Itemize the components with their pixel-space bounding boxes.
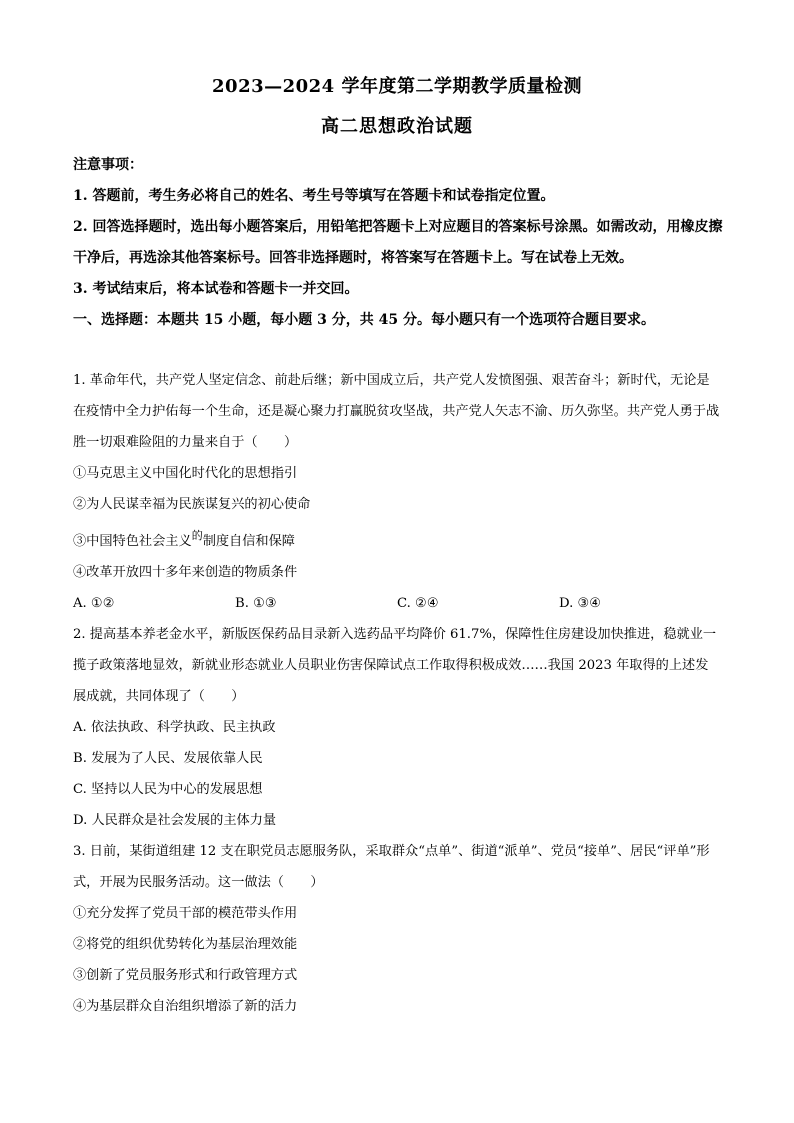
q1-option-4: ④改革开放四十多年来创造的物质条件 — [73, 565, 298, 580]
q1-option-3-text-a: ③中国特色社会主义 — [73, 534, 192, 549]
q1-option-3 — [73, 520, 721, 557]
q3-option-4: ④为基层群众自治组织增添了新的活力 — [73, 999, 298, 1014]
q2-choice-d: D. 人民群众是社会发展的主体力量 — [73, 813, 277, 828]
q1-option-3-text-b: 制度自信和保障 — [202, 534, 295, 549]
q3-option-1: ①充分发挥了党员干部的模范带头作用 — [73, 906, 298, 921]
q1-option-3-superscript: 的 — [191, 529, 203, 542]
q2-stem: 2. 提高基本养老金水平，新版医保药品目录新入选药品平均降价 61.7%，保障性住房建设加快推进，稳就业一揽子政策落地显效，新就业形态就业人员职业伤害保障试点工作取得积极成效……我国 2023 年取得的上述发展成就，共同体现了（ ） — [73, 627, 717, 704]
exam-title: 2023—2024 学年度第二学期教学质量检测 — [212, 76, 582, 97]
q1-choice-d: D. ③④ — [559, 596, 602, 611]
q3-option-3: ③创新了党员服务形式和行政管理方式 — [73, 968, 298, 983]
q3-stem: 3. 日前，某街道组建 12 支在职党员志愿服务队，采取群众“点单”、街道“派单”、党员“接单”、居民“评单”形式，开展为民服务活动。这一做法（ ） — [73, 844, 710, 890]
questions-block — [73, 365, 721, 1022]
notes-item-2: 2. 回答选择题时，选出每小题答案后，用铅笔把答题卡上对应题目的答案标号涂黑。如需改动，用橡皮擦干净后，再选涂其他答案标号。回答非选择题时，将答案写在答题卡上。写在试卷上无效。 — [73, 219, 723, 266]
notes-heading: 注意事项： — [73, 157, 143, 173]
q3-option-2: ②将党的组织优势转化为基层治理效能 — [73, 937, 298, 952]
q2-choice-c: C. 坚持以人民为中心的发展思想 — [73, 782, 263, 797]
exam-subtitle: 高二思想政治试题 — [321, 116, 473, 137]
notes-item-3: 3. 考试结束后，将本试卷和答题卡一并交回。 — [73, 281, 359, 297]
q2-choice-a: A. 依法执政、科学执政、民主执政 — [73, 720, 276, 735]
q2-choice-b: B. 发展为了人民、发展依靠人民 — [73, 751, 263, 766]
notes-block — [73, 150, 723, 336]
notes-item-1: 1. 答题前，考生务必将自己的姓名、考生号等填写在答题卡和试卷指定位置。 — [73, 188, 555, 204]
q1-stem: 1. 革命年代，共产党人坚定信念、前赴后继；新中国成立后，共产党人发愤图强、艰苦奋斗；新时代，无论是在疫情中全力护佑每一个生命，还是凝心聚力打赢脱贫攻坚战，共产党人矢志不渝、历久弥坚。共产党人勇于战胜一切艰难险阻的力量来自于（ ） — [73, 373, 720, 450]
q1-option-2: ②为人民谋幸福为民族谋复兴的初心使命 — [73, 497, 311, 512]
section-heading: 一、选择题：本题共 15 小题，每小题 3 分，共 45 分。每小题只有一个选项符合题目要求。 — [73, 312, 655, 328]
q1-choices — [73, 588, 721, 619]
q1-choice-c: C. ②④ — [397, 596, 439, 611]
q1-choice-b: B. ①③ — [235, 596, 277, 611]
q1-choice-a: A. ①② — [73, 596, 115, 611]
q1-option-1: ①马克思主义中国化时代化的思想指引 — [73, 466, 298, 481]
